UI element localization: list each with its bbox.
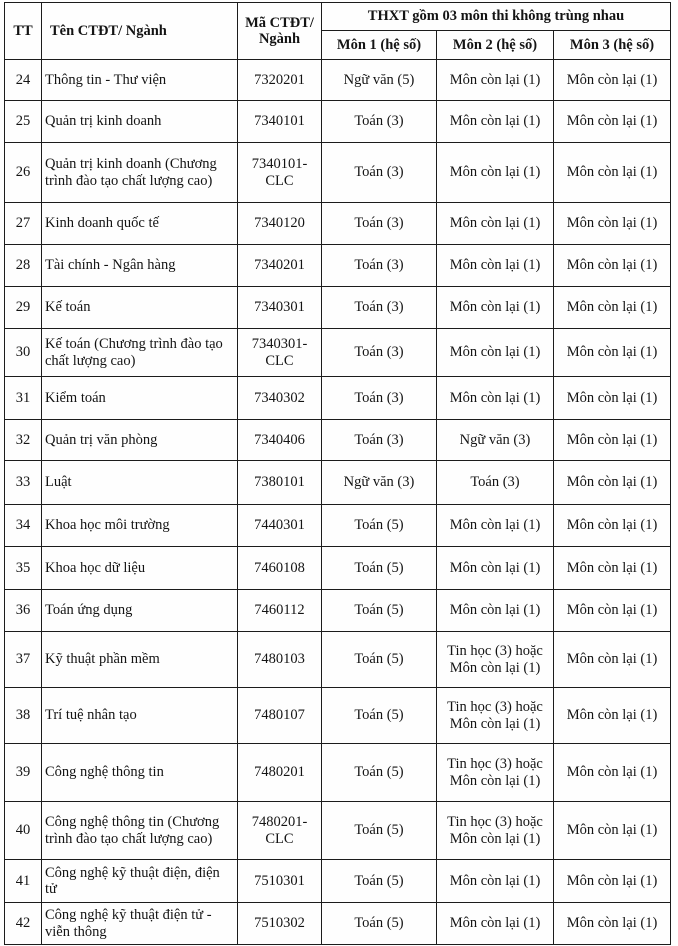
subject-1-weight: Toán (3)	[322, 143, 437, 203]
program-code: 7340101-CLC	[238, 143, 322, 203]
row-number: 26	[5, 143, 42, 203]
subject-2-weight: Môn còn lại (1)	[437, 101, 554, 143]
row-number: 36	[5, 590, 42, 632]
subject-2-weight: Môn còn lại (1)	[437, 203, 554, 245]
table-row	[5, 802, 671, 860]
program-name: Công nghệ thông tin (Chương trình đào tạo chất lượng cao)	[42, 802, 238, 860]
table-row	[5, 632, 671, 688]
row-number: 30	[5, 329, 42, 377]
program-name: Kiểm toán	[42, 377, 238, 420]
program-code: 7340301	[238, 287, 322, 329]
header-subject-group: THXT gồm 03 môn thi không trùng nhau	[322, 3, 671, 31]
subject-2-weight: Môn còn lại (1)	[437, 60, 554, 101]
subject-1-weight: Toán (5)	[322, 505, 437, 547]
subject-3-weight: Môn còn lại (1)	[554, 60, 671, 101]
header-tt: TT	[5, 3, 42, 60]
subject-1-weight: Toán (5)	[322, 688, 437, 744]
subject-2-weight: Môn còn lại (1)	[437, 547, 554, 590]
program-name: Công nghệ thông tin	[42, 744, 238, 802]
subject-1-weight: Toán (3)	[322, 377, 437, 420]
subject-3-weight: Môn còn lại (1)	[554, 860, 671, 903]
subject-3-weight: Môn còn lại (1)	[554, 420, 671, 461]
subject-3-weight: Môn còn lại (1)	[554, 590, 671, 632]
row-number: 31	[5, 377, 42, 420]
subject-1-weight: Ngữ văn (5)	[322, 60, 437, 101]
subject-3-weight: Môn còn lại (1)	[554, 903, 671, 945]
program-code: 7340302	[238, 377, 322, 420]
subject-2-weight: Môn còn lại (1)	[437, 860, 554, 903]
program-name: Thông tin - Thư viện	[42, 60, 238, 101]
subject-3-weight: Môn còn lại (1)	[554, 287, 671, 329]
row-number: 25	[5, 101, 42, 143]
table-row	[5, 688, 671, 744]
table-row	[5, 245, 671, 287]
subject-2-weight: Môn còn lại (1)	[437, 287, 554, 329]
row-number: 32	[5, 420, 42, 461]
subject-3-weight: Môn còn lại (1)	[554, 744, 671, 802]
row-number: 34	[5, 505, 42, 547]
subject-1-weight: Toán (3)	[322, 203, 437, 245]
subject-3-weight: Môn còn lại (1)	[554, 329, 671, 377]
program-name: Kế toán (Chương trình đào tạo chất lượng cao)	[42, 329, 238, 377]
program-code: 7480201-CLC	[238, 802, 322, 860]
program-name: Khoa học môi trường	[42, 505, 238, 547]
table-row	[5, 903, 671, 945]
row-number: 28	[5, 245, 42, 287]
subject-1-weight: Toán (5)	[322, 632, 437, 688]
subject-3-weight: Môn còn lại (1)	[554, 802, 671, 860]
header-program-code: Mã CTĐT/ Ngành	[238, 3, 322, 60]
program-code: 7320201	[238, 60, 322, 101]
subject-1-weight: Toán (5)	[322, 903, 437, 945]
row-number: 39	[5, 744, 42, 802]
program-code: 7380101	[238, 461, 322, 505]
program-code: 7340406	[238, 420, 322, 461]
table-row	[5, 547, 671, 590]
subject-3-weight: Môn còn lại (1)	[554, 101, 671, 143]
subject-1-weight: Toán (5)	[322, 802, 437, 860]
subject-2-weight: Môn còn lại (1)	[437, 143, 554, 203]
subject-1-weight: Toán (3)	[322, 101, 437, 143]
program-name: Công nghệ kỹ thuật điện tử - viễn thông	[42, 903, 238, 945]
row-number: 37	[5, 632, 42, 688]
program-name: Kế toán	[42, 287, 238, 329]
program-code: 7460112	[238, 590, 322, 632]
program-code: 7480107	[238, 688, 322, 744]
subject-1-weight: Toán (3)	[322, 420, 437, 461]
program-name: Toán ứng dụng	[42, 590, 238, 632]
program-code: 7460108	[238, 547, 322, 590]
subject-1-weight: Ngữ văn (3)	[322, 461, 437, 505]
table-row	[5, 203, 671, 245]
row-number: 38	[5, 688, 42, 744]
program-code: 7480201	[238, 744, 322, 802]
program-name: Quản trị kinh doanh (Chương trình đào tạo chất lượng cao)	[42, 143, 238, 203]
table-row	[5, 329, 671, 377]
subject-2-weight: Tin học (3) hoặc Môn còn lại (1)	[437, 632, 554, 688]
program-code: 7440301	[238, 505, 322, 547]
subject-2-weight: Ngữ văn (3)	[437, 420, 554, 461]
subject-3-weight: Môn còn lại (1)	[554, 688, 671, 744]
table-row	[5, 505, 671, 547]
program-name: Công nghệ kỹ thuật điện, điện tử	[42, 860, 238, 903]
table-row	[5, 744, 671, 802]
subject-1-weight: Toán (5)	[322, 744, 437, 802]
subject-1-weight: Toán (3)	[322, 287, 437, 329]
table-row	[5, 461, 671, 505]
row-number: 41	[5, 860, 42, 903]
header-program-name: Tên CTĐT/ Ngành	[42, 3, 238, 60]
row-number: 35	[5, 547, 42, 590]
subject-1-weight: Toán (3)	[322, 245, 437, 287]
table-body	[5, 60, 671, 945]
subject-3-weight: Môn còn lại (1)	[554, 377, 671, 420]
subject-3-weight: Môn còn lại (1)	[554, 143, 671, 203]
table-row	[5, 287, 671, 329]
subject-3-weight: Môn còn lại (1)	[554, 547, 671, 590]
subject-2-weight: Môn còn lại (1)	[437, 377, 554, 420]
header-subject-3: Môn 3 (hệ số)	[554, 31, 671, 60]
program-name: Trí tuệ nhân tạo	[42, 688, 238, 744]
subject-2-weight: Môn còn lại (1)	[437, 329, 554, 377]
subject-2-weight: Môn còn lại (1)	[437, 505, 554, 547]
row-number: 27	[5, 203, 42, 245]
subject-2-weight: Tin học (3) hoặc Môn còn lại (1)	[437, 744, 554, 802]
subject-3-weight: Môn còn lại (1)	[554, 245, 671, 287]
program-code: 7340120	[238, 203, 322, 245]
subject-3-weight: Môn còn lại (1)	[554, 632, 671, 688]
subject-2-weight: Môn còn lại (1)	[437, 245, 554, 287]
subject-2-weight: Tin học (3) hoặc Môn còn lại (1)	[437, 802, 554, 860]
subject-3-weight: Môn còn lại (1)	[554, 461, 671, 505]
table-row	[5, 377, 671, 420]
table-row	[5, 860, 671, 903]
program-name: Kinh doanh quốc tế	[42, 203, 238, 245]
subject-2-weight: Môn còn lại (1)	[437, 590, 554, 632]
table-row	[5, 420, 671, 461]
row-number: 42	[5, 903, 42, 945]
program-name: Kỹ thuật phần mềm	[42, 632, 238, 688]
subject-1-weight: Toán (5)	[322, 547, 437, 590]
subject-3-weight: Môn còn lại (1)	[554, 203, 671, 245]
subject-2-weight: Môn còn lại (1)	[437, 903, 554, 945]
subject-3-weight: Môn còn lại (1)	[554, 505, 671, 547]
header-subject-1: Môn 1 (hệ số)	[322, 31, 437, 60]
table-row	[5, 143, 671, 203]
row-number: 33	[5, 461, 42, 505]
subject-1-weight: Toán (3)	[322, 329, 437, 377]
row-number: 29	[5, 287, 42, 329]
row-number: 24	[5, 60, 42, 101]
program-name: Quản trị văn phòng	[42, 420, 238, 461]
subject-2-weight: Tin học (3) hoặc Môn còn lại (1)	[437, 688, 554, 744]
subject-2-weight: Toán (3)	[437, 461, 554, 505]
program-name: Quản trị kinh doanh	[42, 101, 238, 143]
program-name: Luật	[42, 461, 238, 505]
program-name: Khoa học dữ liệu	[42, 547, 238, 590]
program-code: 7340201	[238, 245, 322, 287]
program-code: 7510301	[238, 860, 322, 903]
program-name: Tài chính - Ngân hàng	[42, 245, 238, 287]
admission-subject-table	[4, 2, 671, 945]
table-row	[5, 101, 671, 143]
program-code: 7480103	[238, 632, 322, 688]
program-code: 7340101	[238, 101, 322, 143]
row-number: 40	[5, 802, 42, 860]
program-code: 7340301-CLC	[238, 329, 322, 377]
subject-1-weight: Toán (5)	[322, 860, 437, 903]
subject-1-weight: Toán (5)	[322, 590, 437, 632]
header-subject-2: Môn 2 (hệ số)	[437, 31, 554, 60]
program-code: 7510302	[238, 903, 322, 945]
table-row	[5, 60, 671, 101]
table-row	[5, 590, 671, 632]
